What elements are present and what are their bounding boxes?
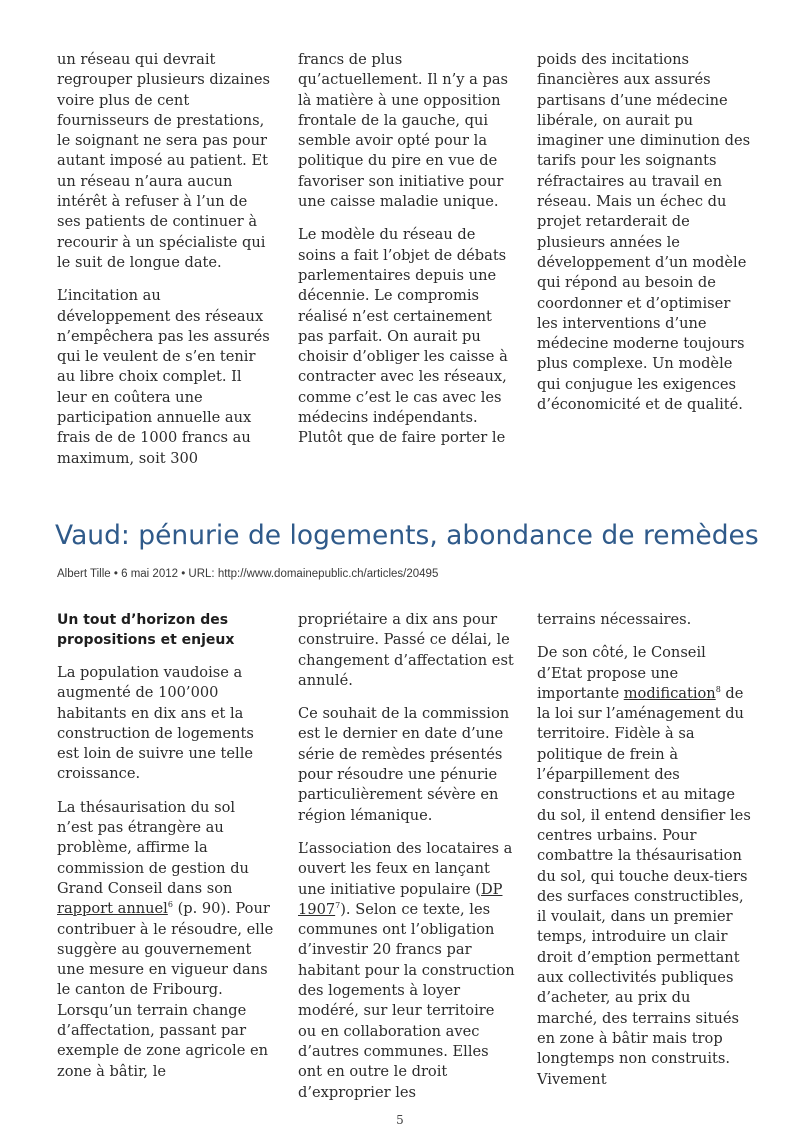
paragraph: francs de plus qu’actuellement. Il n’y a pas là matière à une opposition frontale de la gauche, qui semble avoir opté pour la politique du pire en vue de favoriser son initiative pour une caisse maladie unique. bbox=[298, 51, 509, 211]
footnote-marker: 6 bbox=[167, 900, 173, 910]
modification-link[interactable]: modification bbox=[623, 684, 716, 702]
footnote-marker: 7 bbox=[335, 901, 341, 910]
paragraph: un réseau qui devrait regrouper plusieurs dizaines voire plus de cent fournisseurs de prestations, le soignant ne sera pas pour autant imposé au patient. Et un réseau n’aura aucun intérêt à refuser à l’un de ses patients de continuer à recourir à un spécialiste qui le suit de longue date. bbox=[57, 51, 271, 271]
page-number: 5 bbox=[396, 1113, 404, 1127]
rapport-annuel-link[interactable]: rapport annuel bbox=[57, 900, 168, 918]
paragraph: La population vaudoise a augmenté de 100’000 habitants en dix ans et la construction de logements est loin de suivre une telle croissance. bbox=[57, 664, 254, 783]
article1-column-1 bbox=[57, 50, 275, 469]
paragraph: L’association des locataires a ouvert les feux en lançant une initiative populaire (DP 1907$^7$). Selon ce texte, les communes ont l’obligation d’investir 20 francs par habitant pour la construction des logements à loyer modéré, sur leur territoire ou en collaboration avec d’autres communes. Elles ont en outre le droit d’exproprier les bbox=[298, 839, 515, 1101]
paragraph: Ce souhait de la commission est le dernier en date d’une série de remèdes présentés pour résoudre une pénurie particulièrement sévère en région lémanique. bbox=[298, 705, 510, 824]
paragraph: De son côté, le Conseil d’Etat propose une importante modification$^8$ de la loi sur l’aménagement du territoire. Fidèle à sa politique de frein à l’éparpillement des constructions et au mitage du sol, il entend densifier les centres urbains. Pour combattre la thésaurisation du sol, qui touche deux-tiers des surfaces constructibles, il voulait, dans un premier temps, introduire un clair droit d’emption permettant aux collectivités publiques d’acheter, au prix du marché, des terrains situés en zone à bâtir mais trop longtemps non construits. Vivement bbox=[537, 644, 751, 1088]
article2-column-3 bbox=[537, 610, 755, 1090]
article-subtitle: Un tout d’horizon des propositions et enjeux bbox=[57, 612, 235, 648]
footnote-marker: 8 bbox=[715, 685, 721, 695]
article1-column-3 bbox=[537, 50, 755, 415]
paragraph: La thésaurisation du sol n’est pas étrangère au problème, affirme la commission de gestion du Grand Conseil dans son rapport annuel$^6$ (p. 90). Pour contribuer à le résoudre, elle suggère au gouvernement une mesure en vigueur dans le canton de Fribourg. Lorsqu’un terrain change d’affectation, passant par exemple de zone agricole en zone à bâtir, le bbox=[57, 798, 274, 1080]
paragraph: propriétaire a dix ans pour construire. Passé ce délai, le changement d’affectation est annulé. bbox=[298, 611, 514, 689]
article2-column-2 bbox=[298, 610, 516, 1103]
paragraph: poids des incitations financières aux assurés partisans d’une médecine libérale, on aurait pu imaginer une diminution des tarifs pour les soignants réfractaires au travail en réseau. Mais un échec du projet retarderait de plusieurs années le développement d’un modèle qui répond au besoin de coordonner et d’optimiser les interventions d’une médecine moderne toujours plus complexe. Un modèle qui conjugue les exigences d’économicité et de qualité. bbox=[537, 51, 751, 414]
paragraph: L’incitation au développement des réseaux n’empêchera pas les assurés qui le veulent de s’en tenir au libre choix complet. Il leur en coûtera une participation annuelle aux frais de de 1000 francs au maximum, soit 300 bbox=[57, 287, 270, 467]
article-title: Vaud: pénurie de logements, abondance de remèdes bbox=[55, 520, 759, 551]
paragraph: terrains nécessaires. bbox=[537, 611, 692, 628]
article-meta: Albert Tille • 6 mai 2012 • URL: http://www.domainepublic.ch/articles/20495 bbox=[57, 568, 439, 580]
dp-1907-link[interactable]: DP 1907 bbox=[298, 880, 503, 918]
paragraph: Le modèle du réseau de soins a fait l’objet de débats parlementaires depuis une décennie. Le compromis réalisé n’est certainement pas parfait. On aurait pu choisir d’obliger les caisse à contracter avec les réseaux, comme c’est le cas avec les médecins indépendants. Plutôt que de faire porter le bbox=[298, 226, 508, 447]
article1-column-2 bbox=[298, 50, 516, 449]
article2-column-1 bbox=[57, 610, 275, 1082]
